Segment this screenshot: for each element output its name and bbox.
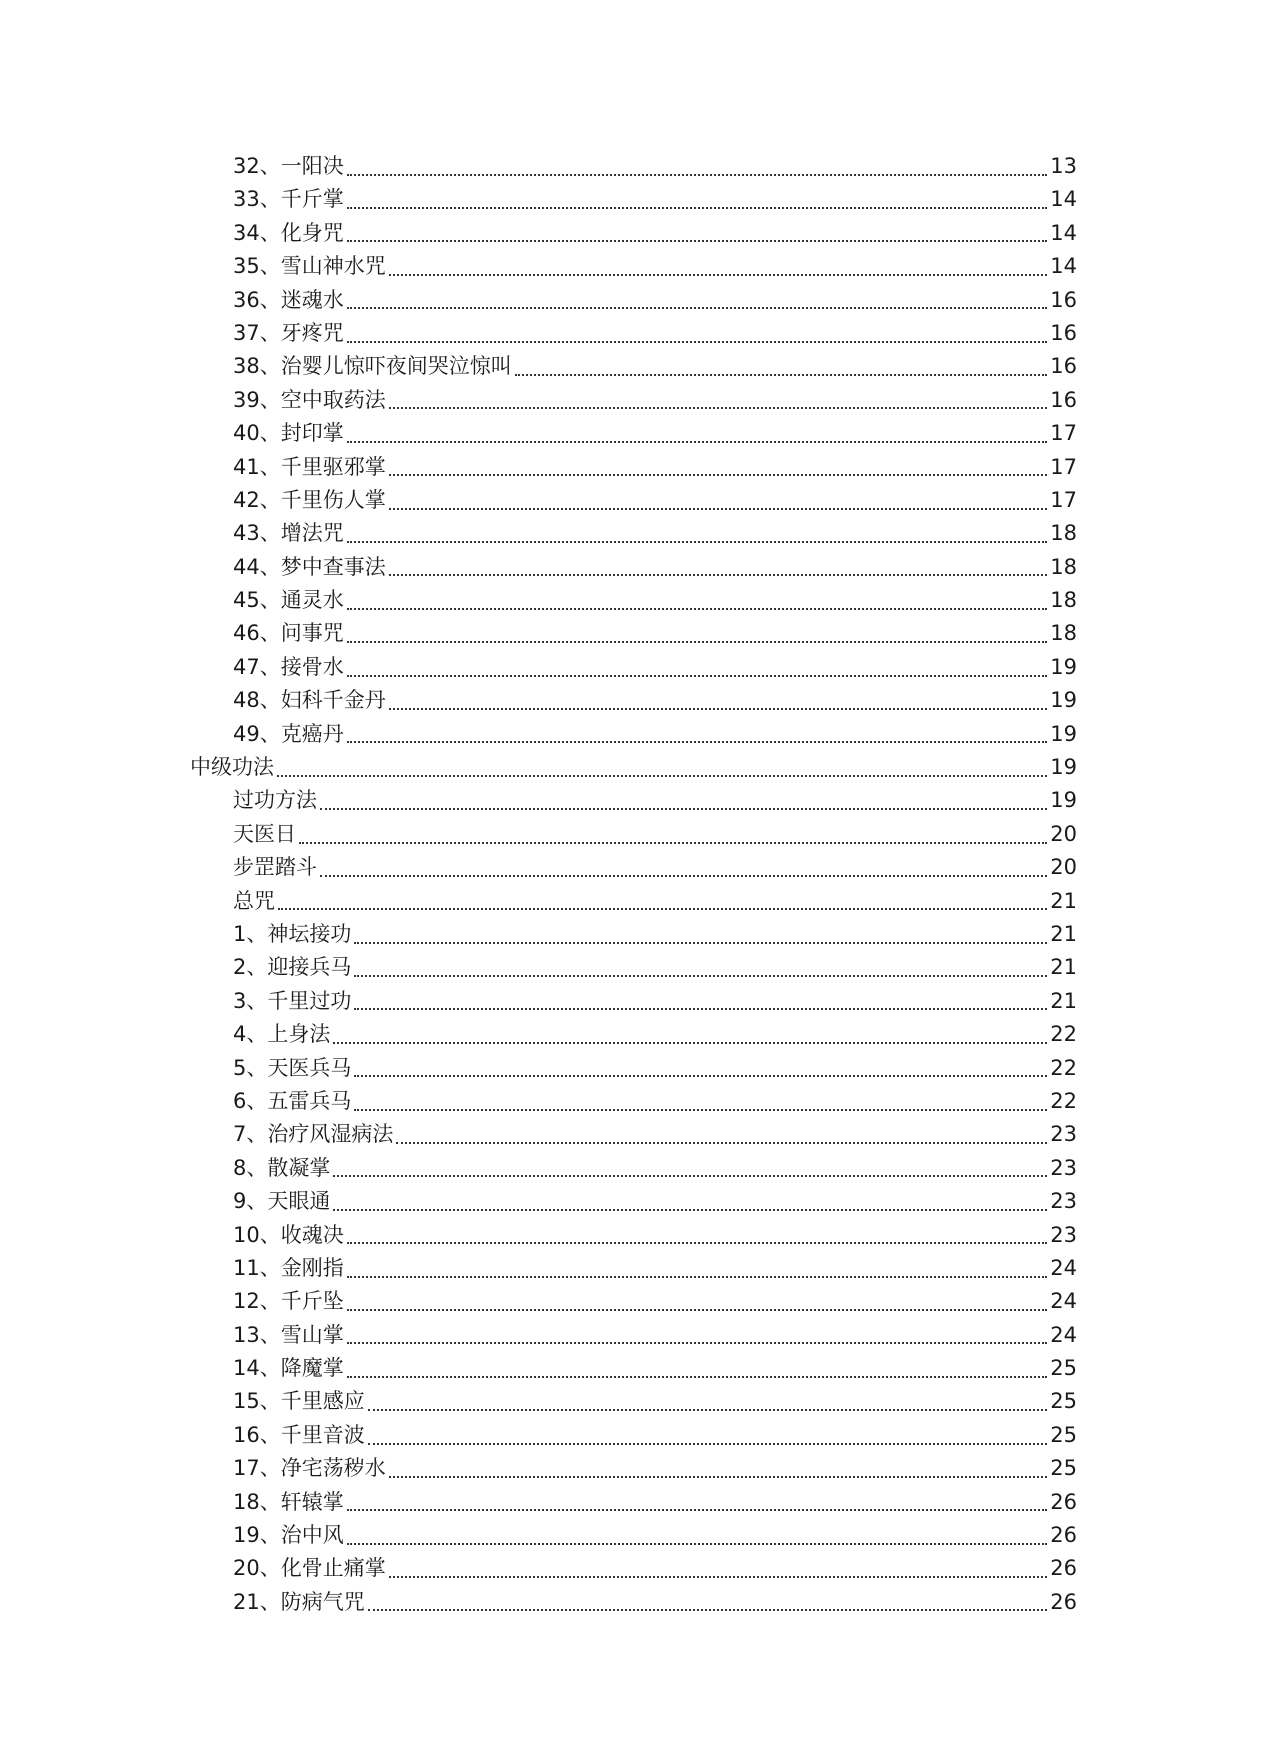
dot-leader — [347, 1276, 1048, 1278]
toc-entry-label: 48、妇科千金丹 — [233, 688, 386, 713]
toc-entry[interactable] — [0, 1018, 1077, 1051]
dot-leader — [389, 508, 1048, 510]
toc-page-number: 19 — [1050, 688, 1077, 713]
toc-entry-label: 18、轩辕掌 — [233, 1489, 344, 1514]
toc-page-number: 20 — [1050, 821, 1077, 846]
toc-entry[interactable] — [0, 1519, 1077, 1552]
dot-leader — [354, 1008, 1047, 1010]
toc-page-number: 16 — [1050, 320, 1077, 345]
toc-entry-label: 19、治中风 — [233, 1523, 344, 1548]
toc-entry[interactable] — [0, 617, 1077, 650]
dot-leader — [277, 775, 1047, 777]
toc-entry-label: 47、接骨水 — [233, 654, 344, 679]
toc-page-number: 22 — [1050, 1022, 1077, 1047]
dot-leader — [347, 641, 1048, 643]
toc-page-number: 14 — [1050, 220, 1077, 245]
toc-page-number: 18 — [1050, 554, 1077, 579]
toc-entry-label: 35、雪山神水咒 — [233, 254, 386, 279]
toc-page-number: 25 — [1050, 1356, 1077, 1381]
toc-page-number: 23 — [1050, 1222, 1077, 1247]
toc-page-number: 22 — [1050, 1055, 1077, 1080]
toc-entry-label: 15、千里感应 — [233, 1389, 365, 1414]
toc-page-number: 26 — [1050, 1489, 1077, 1514]
toc-entry-label: 8、散凝掌 — [233, 1155, 331, 1180]
toc-page-number: 23 — [1050, 1189, 1077, 1214]
toc-entry-label: 5、天医兵马 — [233, 1055, 352, 1080]
toc-entry-label: 14、降魔掌 — [233, 1356, 344, 1381]
dot-leader — [347, 1309, 1048, 1311]
toc-entry-label: 1、神坛接功 — [233, 921, 352, 946]
toc-entry-label: 4、上身法 — [233, 1022, 331, 1047]
toc-entry[interactable] — [0, 918, 1077, 951]
toc-entry[interactable] — [0, 1319, 1077, 1352]
toc-entry-label: 41、千里驱邪掌 — [233, 454, 386, 479]
toc-page-number: 18 — [1050, 521, 1077, 546]
toc-entry[interactable] — [0, 451, 1077, 484]
dot-leader — [368, 1443, 1048, 1445]
dot-leader — [354, 1075, 1047, 1077]
toc-page-number: 22 — [1050, 1088, 1077, 1113]
toc-entry-label: 39、空中取药法 — [233, 387, 386, 412]
toc-entry[interactable] — [0, 1452, 1077, 1485]
dot-leader — [354, 942, 1047, 944]
dot-leader — [347, 1543, 1048, 1545]
toc-page-number: 26 — [1050, 1523, 1077, 1548]
toc-entry[interactable] — [0, 1285, 1077, 1318]
toc-entry-label: 21、防病气咒 — [233, 1589, 365, 1614]
toc-page-number: 14 — [1050, 254, 1077, 279]
toc-entry[interactable] — [0, 484, 1077, 517]
toc-page-number: 18 — [1050, 588, 1077, 613]
toc-entry-label: 45、通灵水 — [233, 588, 344, 613]
toc-entry-label: 42、千里伤人掌 — [233, 487, 386, 512]
dot-leader — [389, 474, 1048, 476]
toc-entry[interactable] — [0, 183, 1077, 216]
toc-entry[interactable] — [0, 1352, 1077, 1385]
toc-entry[interactable] — [0, 1185, 1077, 1218]
toc-entry[interactable] — [0, 1385, 1077, 1418]
toc-page-number: 21 — [1050, 988, 1077, 1013]
toc-entry-label: 中级功法 — [190, 755, 274, 780]
dot-leader — [347, 341, 1048, 343]
toc-page-number: 21 — [1050, 955, 1077, 980]
toc-entry-label: 34、化身咒 — [233, 220, 344, 245]
toc-page-number: 13 — [1050, 154, 1077, 178]
toc-entry[interactable] — [0, 718, 1077, 751]
dot-leader — [389, 708, 1048, 710]
toc-entry-label: 6、五雷兵马 — [233, 1088, 352, 1113]
dot-leader — [389, 1476, 1048, 1478]
toc-entry-label: 33、千斤掌 — [233, 187, 344, 212]
toc-entry[interactable] — [0, 1085, 1077, 1118]
dot-leader — [320, 808, 1047, 810]
toc-entry[interactable] — [0, 284, 1077, 317]
dot-leader — [333, 1042, 1047, 1044]
toc-entry-label: 16、千里音波 — [233, 1422, 365, 1447]
toc-entry[interactable] — [0, 1118, 1077, 1151]
toc-entry[interactable] — [0, 1552, 1077, 1585]
toc-page-number: 18 — [1050, 621, 1077, 646]
toc-entry-label: 10、收魂决 — [233, 1222, 344, 1247]
toc-page-number: 16 — [1050, 354, 1077, 379]
toc-page-number: 19 — [1050, 654, 1077, 679]
toc-entry-label: 37、牙疼咒 — [233, 320, 344, 345]
toc-entry[interactable] — [0, 517, 1077, 550]
toc-entry[interactable] — [0, 851, 1077, 884]
toc-page-number: 25 — [1050, 1456, 1077, 1481]
toc-page-number: 16 — [1050, 387, 1077, 412]
toc-entry-label: 12、千斤坠 — [233, 1289, 344, 1314]
toc-page-number: 17 — [1050, 454, 1077, 479]
dot-leader — [347, 174, 1048, 176]
dot-leader — [389, 274, 1048, 276]
toc-page-number: 24 — [1050, 1289, 1077, 1314]
toc-entry-label: 32、一阳决 — [233, 154, 344, 178]
toc-entry[interactable] — [0, 551, 1077, 584]
toc-page-number: 24 — [1050, 1322, 1077, 1347]
toc-entry[interactable] — [0, 885, 1077, 918]
dot-leader — [347, 541, 1048, 543]
toc-entry[interactable] — [0, 1252, 1077, 1285]
toc-page-number: 19 — [1050, 721, 1077, 746]
toc-page-number: 19 — [1050, 755, 1077, 780]
toc-page-number: 25 — [1050, 1422, 1077, 1447]
toc-page-number: 21 — [1050, 921, 1077, 946]
toc-page-number: 20 — [1050, 855, 1077, 880]
toc-entry-label: 36、迷魂水 — [233, 287, 344, 312]
dot-leader — [333, 1175, 1047, 1177]
dot-leader — [396, 1142, 1047, 1144]
toc-page-number: 21 — [1050, 888, 1077, 913]
toc-entry-label: 40、封印掌 — [233, 421, 344, 446]
toc-entry-label: 过功方法 — [233, 788, 317, 813]
dot-leader — [347, 1342, 1048, 1344]
dot-leader — [347, 1242, 1048, 1244]
dot-leader — [299, 842, 1047, 844]
toc-entry-label: 9、天眼通 — [233, 1189, 331, 1214]
toc-entry[interactable] — [0, 1419, 1077, 1452]
toc-entry[interactable] — [0, 1052, 1077, 1085]
dot-leader — [347, 240, 1048, 242]
toc-entry[interactable] — [0, 1586, 1077, 1619]
toc-page-number: 14 — [1050, 187, 1077, 212]
toc-entry-label: 总咒 — [233, 888, 275, 913]
dot-leader — [347, 608, 1048, 610]
toc-entry[interactable] — [0, 217, 1077, 250]
toc-entry[interactable] — [0, 951, 1077, 984]
toc-entry-label: 38、治婴儿惊吓夜间哭泣惊叫 — [233, 354, 512, 379]
toc-entry[interactable] — [0, 584, 1077, 617]
dot-leader — [515, 374, 1048, 376]
toc-entry-label: 17、净宅荡秽水 — [233, 1456, 386, 1481]
toc-entry-label: 43、增法咒 — [233, 521, 344, 546]
toc-entry[interactable] — [0, 818, 1077, 851]
toc-entry[interactable] — [0, 417, 1077, 450]
toc-entry[interactable] — [0, 985, 1077, 1018]
table-of-contents — [0, 150, 1264, 1619]
dot-leader — [354, 1109, 1047, 1111]
toc-entry[interactable] — [0, 384, 1077, 417]
toc-page-number: 16 — [1050, 287, 1077, 312]
dot-leader — [389, 1576, 1048, 1578]
toc-page-number: 24 — [1050, 1255, 1077, 1280]
toc-entry[interactable] — [0, 784, 1077, 817]
dot-leader — [389, 407, 1048, 409]
toc-entry-label: 11、金刚指 — [233, 1255, 344, 1280]
toc-entry[interactable] — [0, 250, 1077, 283]
toc-section-heading[interactable] — [0, 751, 1077, 784]
toc-entry-label: 2、迎接兵马 — [233, 955, 352, 980]
toc-entry-label: 20、化骨止痛掌 — [233, 1556, 386, 1581]
toc-entry-label: 49、克癌丹 — [233, 721, 344, 746]
dot-leader — [333, 1209, 1047, 1211]
toc-page-number: 23 — [1050, 1122, 1077, 1147]
toc-page-number: 23 — [1050, 1155, 1077, 1180]
dot-leader — [347, 207, 1048, 209]
toc-entry-label: 13、雪山掌 — [233, 1322, 344, 1347]
toc-entry-label: 步罡踏斗 — [233, 855, 317, 880]
dot-leader — [278, 908, 1047, 910]
dot-leader — [347, 307, 1048, 309]
toc-entry[interactable] — [0, 317, 1077, 350]
toc-page-number: 25 — [1050, 1389, 1077, 1414]
toc-page-number: 26 — [1050, 1589, 1077, 1614]
dot-leader — [347, 1509, 1048, 1511]
toc-page-number: 19 — [1050, 788, 1077, 813]
dot-leader — [389, 574, 1048, 576]
toc-entry-label: 46、问事咒 — [233, 621, 344, 646]
dot-leader — [368, 1609, 1048, 1611]
toc-entry[interactable] — [0, 1219, 1077, 1252]
toc-entry[interactable] — [0, 651, 1077, 684]
dot-leader — [347, 441, 1048, 443]
toc-entry[interactable] — [0, 350, 1077, 383]
toc-entry[interactable] — [0, 150, 1077, 183]
dot-leader — [368, 1409, 1048, 1411]
dot-leader — [347, 675, 1048, 677]
dot-leader — [347, 1376, 1048, 1378]
toc-entry-label: 44、梦中查事法 — [233, 554, 386, 579]
toc-page-number: 26 — [1050, 1556, 1077, 1581]
toc-page-number: 17 — [1050, 487, 1077, 512]
dot-leader — [347, 741, 1048, 743]
toc-entry-label: 天医日 — [233, 821, 296, 846]
toc-entry-label: 3、千里过功 — [233, 988, 352, 1013]
toc-entry[interactable] — [0, 684, 1077, 717]
toc-entry[interactable] — [0, 1486, 1077, 1519]
toc-page-number: 17 — [1050, 421, 1077, 446]
dot-leader — [320, 875, 1047, 877]
dot-leader — [354, 975, 1047, 977]
toc-entry[interactable] — [0, 1152, 1077, 1185]
toc-entry-label: 7、治疗风湿病法 — [233, 1122, 394, 1147]
